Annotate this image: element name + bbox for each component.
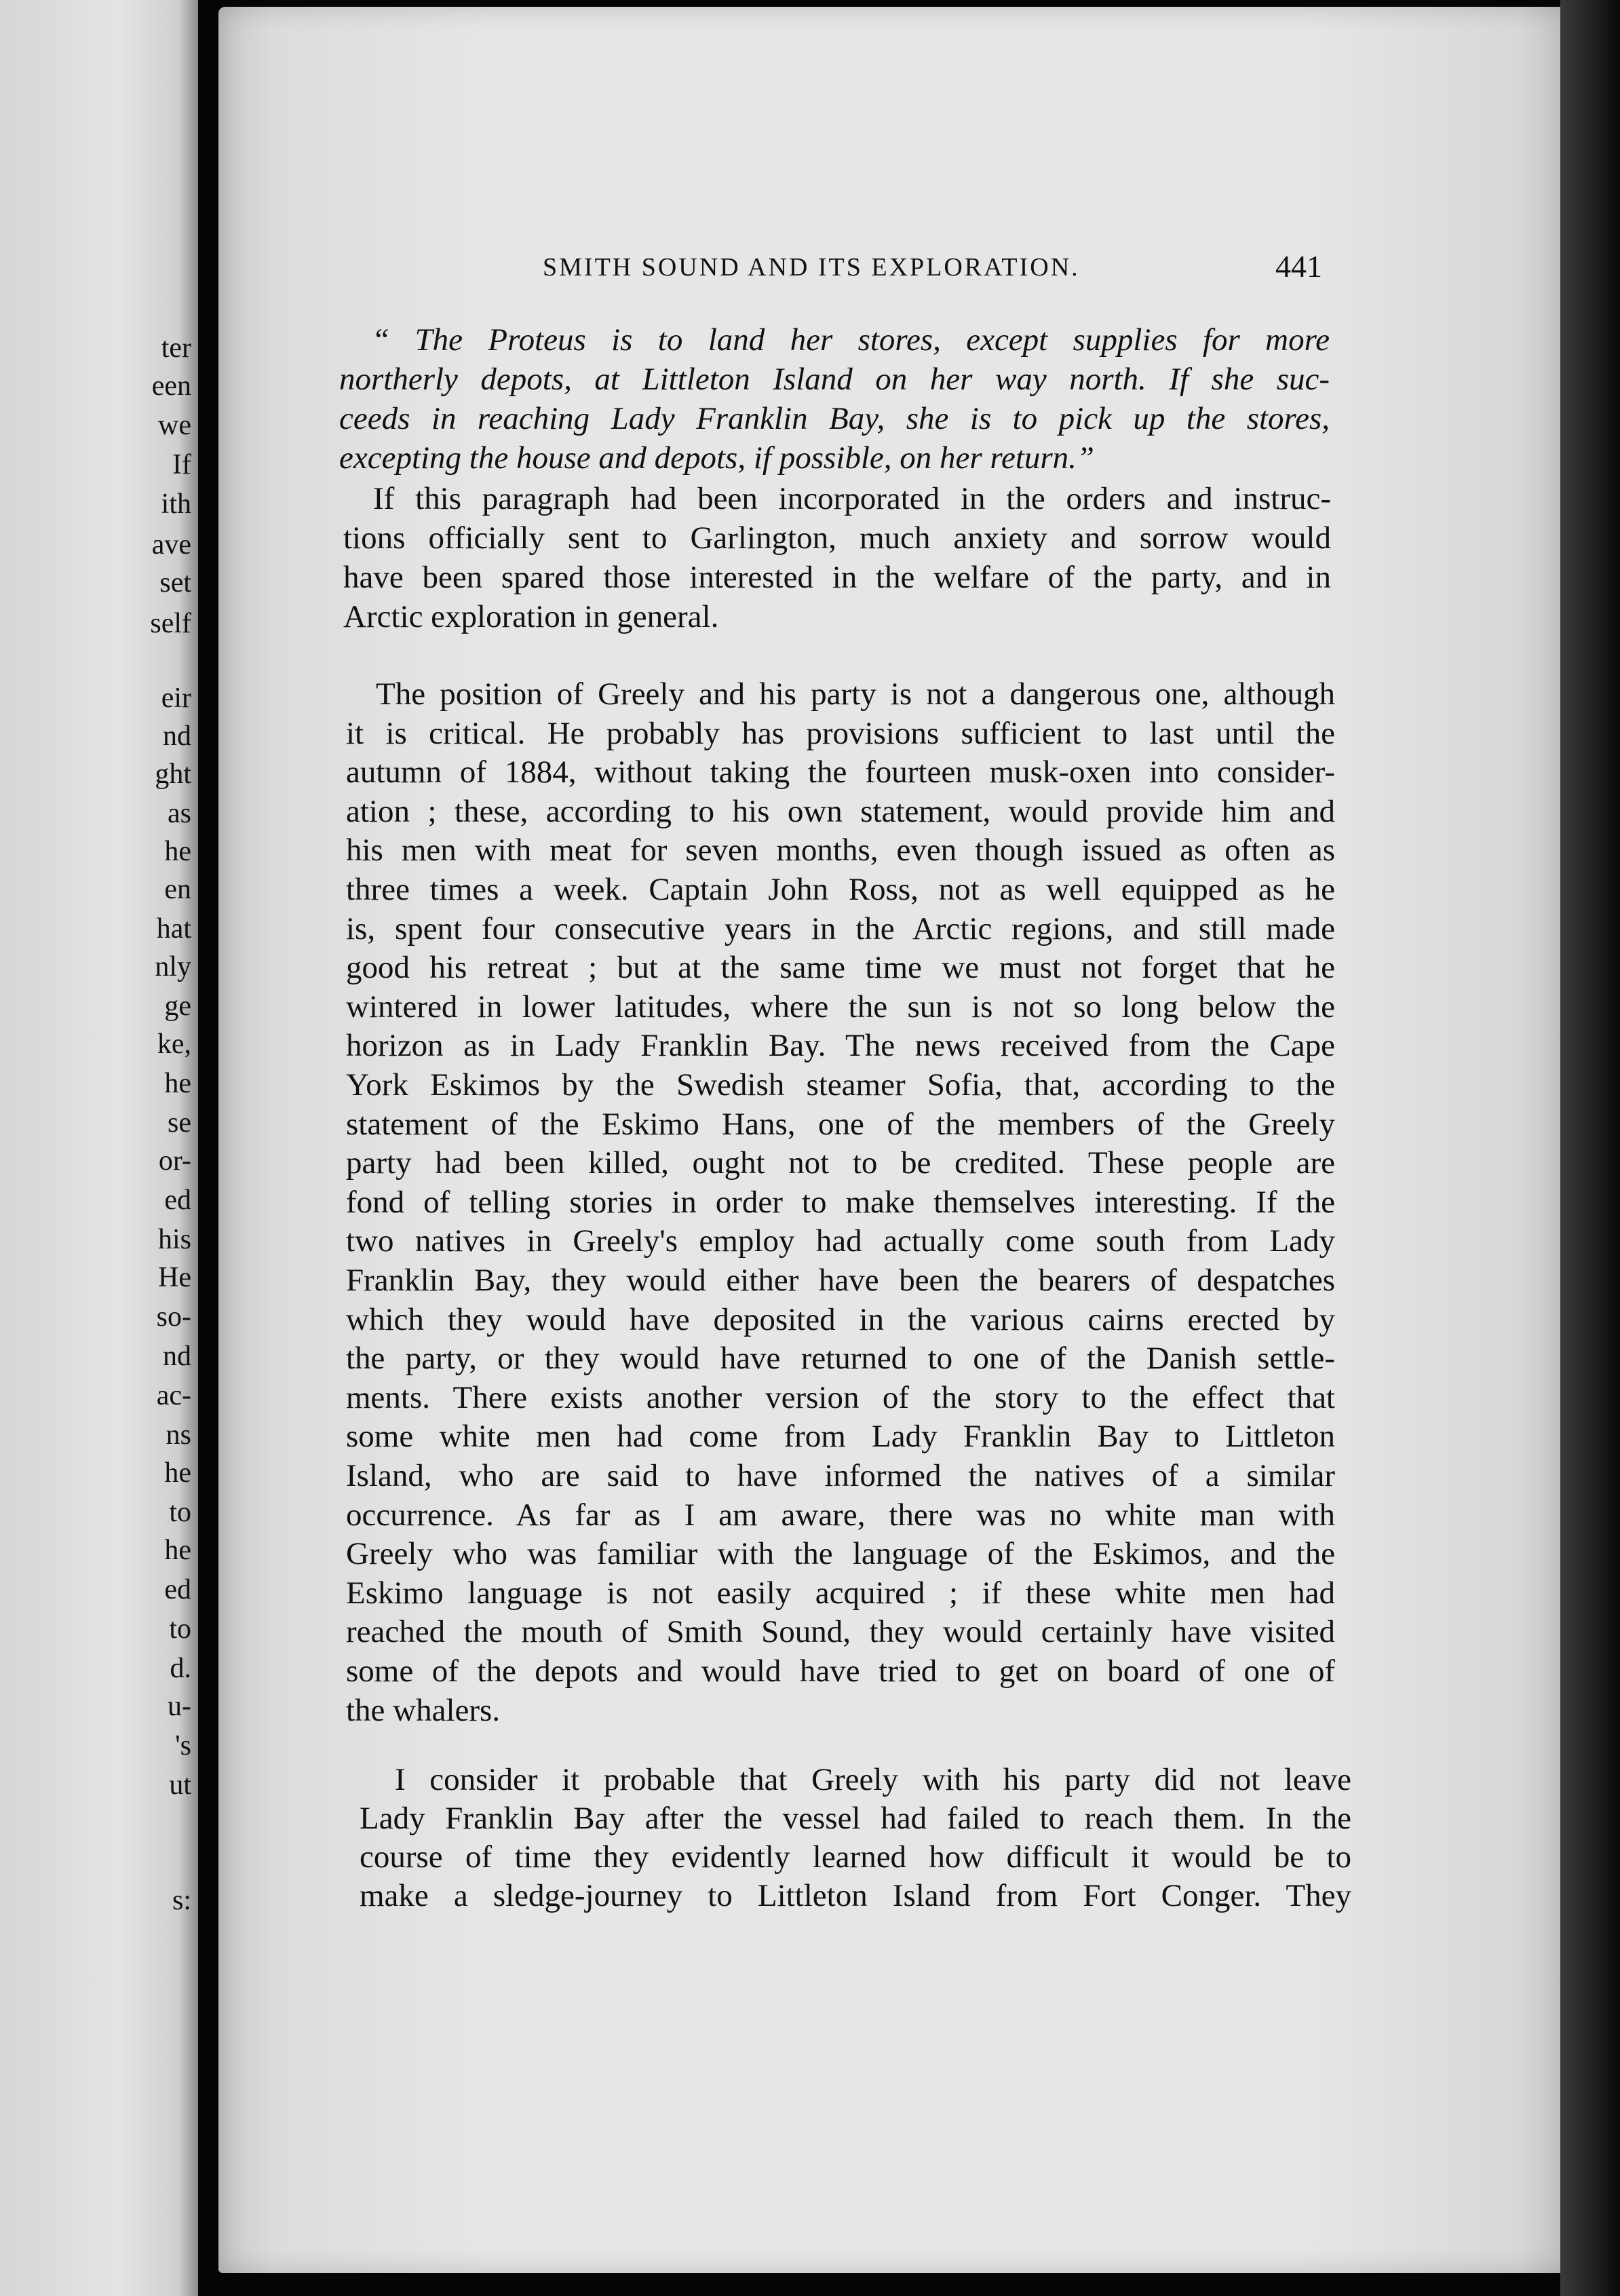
paragraph-line: autumn of 1884, without taking the fourteen musk-oxen into consider- — [346, 754, 1335, 790]
left-page-fragment: ed — [164, 1185, 191, 1216]
paragraph-line: wintered in lower latitudes, where the sun is not so long below the — [346, 989, 1335, 1025]
paragraph-line: make a sledge-journey to Littleton Island from Fort Conger. They — [360, 1878, 1351, 1913]
left-page-fragment: eir — [161, 683, 191, 714]
paragraph-line: Greely who was familiar with the language of the Eskimos, and the — [346, 1536, 1335, 1572]
left-page-fragment: ge — [164, 991, 191, 1022]
left-page-fragment: his — [157, 1224, 191, 1255]
paragraph-line: I consider it probable that Greely with his party did not leave — [395, 1762, 1351, 1797]
paragraph-line: fond of telling stories in order to make themselves interesting. If the — [346, 1184, 1335, 1220]
left-page-fragment: set — [159, 567, 191, 598]
paragraph-line: which they would have deposited in the various cairns erected by — [346, 1301, 1335, 1337]
left-page-fragment: If — [172, 449, 191, 480]
left-page-fragment: een — [151, 370, 191, 402]
paragraph-line: the party, or they would have returned to one of the Danish settle- — [346, 1341, 1335, 1377]
paragraph-line: tions officially sent to Garlington, much anxiety and sorrow would — [343, 520, 1331, 556]
left-page-fragment: He — [158, 1262, 191, 1293]
quoted-instruction-line: “ The Proteus is to land her stores, except supplies for more — [372, 322, 1330, 358]
paragraph-line: party had been killed, ought not to be credited. These people are — [346, 1145, 1335, 1181]
paragraph-line: is, spent four consecutive years in the Arctic regions, and still made — [346, 911, 1335, 946]
left-page-fragment: se — [168, 1107, 191, 1139]
left-page-fragment: s: — [172, 1885, 191, 1916]
left-page-fragment: ns — [166, 1419, 191, 1451]
left-page-fragment: d. — [170, 1653, 191, 1684]
paragraph-line: some of the depots and would have tried to get on board of one of — [346, 1653, 1335, 1689]
left-page-fragment: ter — [161, 332, 191, 364]
left-page-fragment: ith — [161, 489, 191, 520]
paragraph-line: Island, who are said to have informed the natives of a similar — [346, 1458, 1335, 1493]
paragraph-line: reached the mouth of Smith Sound, they would certainly have visited — [346, 1614, 1335, 1650]
left-page-fragment: he — [164, 836, 191, 867]
paragraph-line: If this paragraph had been incorporated in the orders and instruc- — [373, 481, 1331, 516]
quoted-instruction-line: ceeds in reaching Lady Franklin Bay, she is to pick up the stores, — [339, 401, 1330, 436]
paragraph-line: York Eskimos by the Swedish steamer Sofia, that, according to the — [346, 1067, 1335, 1103]
left-page-fragment: ed — [164, 1574, 191, 1605]
paragraph-line: Lady Franklin Bay after the vessel had failed to reach them. In the — [360, 1801, 1351, 1836]
left-facing-page — [0, 0, 198, 2296]
running-header: SMITH SOUND AND ITS EXPLORATION. — [543, 253, 1080, 282]
left-page-fragment: he — [164, 1068, 191, 1099]
left-page-fragment: hat — [156, 913, 191, 944]
left-page-fragment: we — [158, 410, 191, 441]
paragraph-line: two natives in Greely's employ had actually come south from Lady — [346, 1223, 1335, 1259]
left-page-fragment: nly — [155, 951, 191, 982]
left-page-fragment: 's — [175, 1730, 191, 1761]
left-page-fragment: en — [164, 874, 191, 905]
left-page-fragment: ut — [169, 1769, 191, 1801]
left-page-fragment: nd — [163, 721, 191, 752]
paragraph-line: some white men had come from Lady Franklin Bay to Littleton — [346, 1419, 1335, 1455]
paragraph-line: statement of the Eskimo Hans, one of the members of the Greely — [346, 1106, 1335, 1142]
page-number: 441 — [1275, 249, 1322, 284]
left-page-fragment: or- — [158, 1145, 191, 1176]
paragraph-line: course of time they evidently learned how difficult it would be to — [360, 1839, 1351, 1875]
paragraph-line: horizon as in Lady Franklin Bay. The news received from the Cape — [346, 1028, 1335, 1064]
paragraph-line: good his retreat ; but at the same time we must not forget that he — [346, 950, 1335, 986]
left-page-fragment: ave — [151, 529, 191, 560]
left-page-fragment: he — [164, 1535, 191, 1566]
paragraph-line: it is critical. He probably has provisions sufficient to last until the — [346, 715, 1335, 751]
left-page-fragment: ke, — [157, 1029, 191, 1060]
left-page-fragment: nd — [163, 1341, 191, 1372]
paragraph-line: his men with meat for seven months, even though issued as often as — [346, 833, 1335, 868]
left-page-fragment: to — [169, 1613, 191, 1645]
paragraph-line: The position of Greely and his party is not a dangerous one, although — [376, 676, 1335, 712]
paragraph-line: ments. There exists another version of the story to the effect that — [346, 1379, 1335, 1415]
paragraph-line: Arctic exploration in general. — [343, 599, 719, 634]
left-page-fragment: he — [164, 1457, 191, 1489]
left-page-fragment: as — [168, 798, 191, 829]
paragraph-line: Franklin Bay, they would either have been the bearers of despatches — [346, 1263, 1335, 1298]
left-page-fragment: u- — [168, 1691, 191, 1722]
left-page-fragment: so- — [156, 1301, 191, 1333]
left-page-fragment: ac- — [156, 1380, 191, 1411]
paragraph-line: ation ; these, according to his own statement, would provide him and — [346, 793, 1335, 829]
paragraph-line: three times a week. Captain John Ross, not as well equipped as he — [346, 872, 1335, 907]
left-page-fragment: ght — [155, 759, 191, 790]
binding-shadow — [1560, 0, 1620, 2296]
paragraph-line: have been spared those interested in the welfare of the party, and in — [343, 560, 1331, 595]
quoted-instruction-line: northerly depots, at Littleton Island on her way north. If she suc- — [339, 362, 1330, 397]
left-page-fragment: self — [150, 608, 191, 639]
paragraph-line: the whalers. — [346, 1692, 501, 1728]
quoted-instruction-line: excepting the house and depots, if possible, on her return.” — [339, 440, 1095, 476]
left-page-fragment: to — [169, 1497, 191, 1528]
paragraph-line: occurrence. As far as I am aware, there was no white man with — [346, 1497, 1335, 1533]
paragraph-line: Eskimo language is not easily acquired ; if these white men had — [346, 1575, 1335, 1611]
